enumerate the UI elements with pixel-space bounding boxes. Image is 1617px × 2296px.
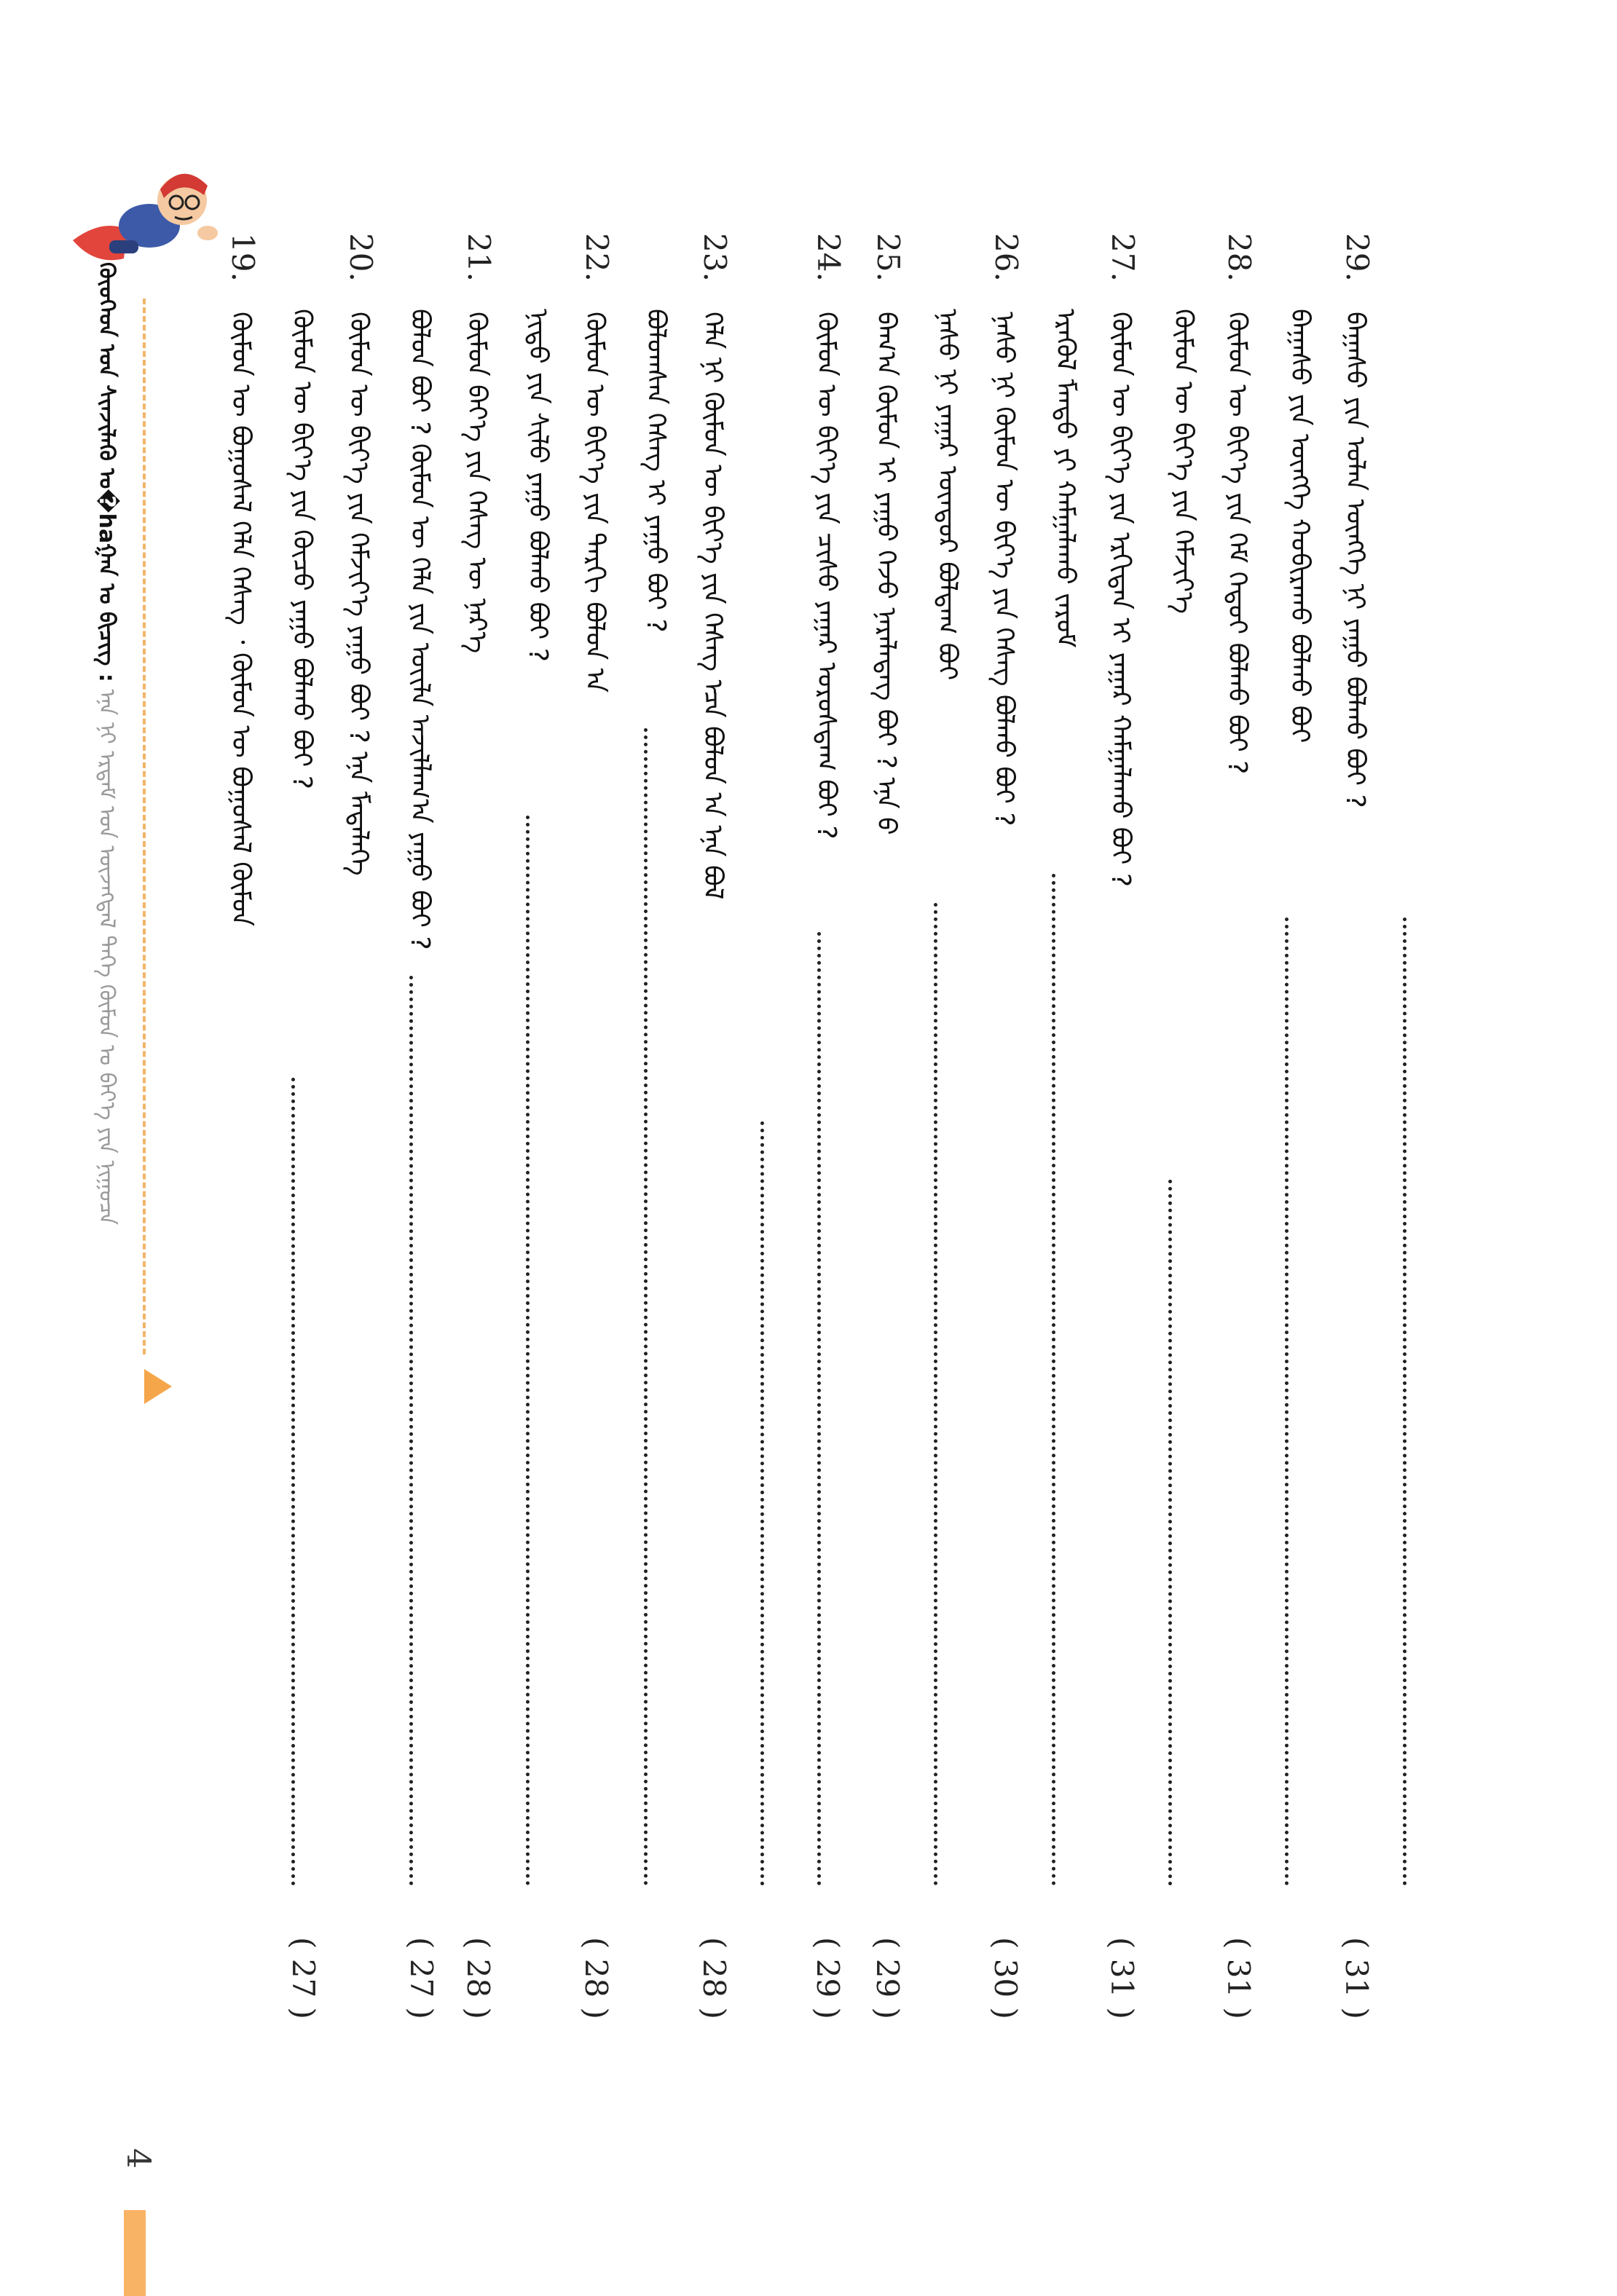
toc-entry-number: 25. (870, 233, 906, 282)
toc-entry[interactable] (578, 233, 624, 2097)
toc-entry-page: ( 31 ) (1221, 1937, 1256, 2019)
toc-entry-number: 27. (1105, 233, 1141, 282)
leader-dots (1168, 1180, 1172, 1886)
toc-entry-title: ᠬᠦᠮᠦᠨ ᠦ ᠪᠢᠶ᠎ᠡ ᠶᠢᠨ ᠬᠡᠮ ᠬᠡᠳᠦᠢ ᠪᠣᠯᠬᠤ ᠪᠤᠢ ? (1222, 311, 1252, 775)
toc-entry-title: ᠬᠦᠮᠦᠨ ᠦ ᠪᠢᠶ᠎ᠡ ᠶᠢᠨ ᠬᠡᠮᠵᠢᠶ᠎ᠡ ᠶᠠᠭᠤ ᠪᠤᠢ ? ᠡᠨᠡ ᠮᠡᠳᠡᠯᠡᠭᠡ (344, 311, 374, 876)
toc-entry-page: ( 31 ) (1104, 1937, 1140, 2019)
toc-entry-title: ᠪᠣᠯᠤᠭᠰᠠᠨ ᠬᠡᠰᠡᠭ ᠢ ᠶᠠᠭᠤ ᠪᠤᠢ ? (641, 309, 671, 633)
toc-entry-title: ᠪᠠᠭ᠎ᠠ ᠬᠦᠮᠦᠨ ᠢ ᠶᠠᠭᠤ ᠭᠡᠵᠦ ᠨᠡᠷᠡᠯᠡᠳᠡᠭ ᠪᠤᠢ ? ᠡᠨᠡ ᠪ (871, 311, 901, 835)
toc-entry-title: ᠡᠷᠡᠭᠦᠯ ᠮᠡᠨᠳᠦ ᠶᠢ ᠬᠠᠮᠭᠠᠯᠠᠬᠤ ᠵᠠᠷᠤᠮ (1050, 309, 1080, 648)
toc-entry-title: ᠬᠦᠮᠦᠨ ᠦ ᠪᠢᠶ᠎ᠡ ᠶᠢᠨ ᠲᠠᠷᠬᠢ ᠪᠣᠯᠤᠨ ᠠ (580, 311, 610, 693)
toc-entry-title: ᠪᠠᠭᠠᠰᠤ ᠶᠢᠨ ᠦᠩᠭᠡ ᠬᠤᠪᠢᠷᠠᠬᠤ ᠪᠣᠯᠬᠤ ᠪᠤᠢ (1285, 309, 1315, 743)
toc-entry-number: 21. (461, 233, 497, 282)
toc-entry-number: 19. (225, 233, 261, 282)
toc-entry[interactable] (1104, 233, 1150, 2097)
toc-entry-page: ( 28 ) (578, 1937, 614, 2019)
running-header (93, 262, 132, 1225)
toc-entry-number: 20. (343, 233, 379, 282)
leader-dots (817, 932, 821, 1886)
toc-entry-continuation[interactable] (931, 233, 977, 2097)
toc-entry[interactable] (342, 233, 388, 2097)
leader-dots (760, 1121, 764, 1886)
toc-entry[interactable] (224, 233, 270, 2097)
toc-entry-page: ( 31 ) (1339, 1937, 1374, 2019)
header-arrow-icon (144, 1369, 172, 1404)
toc-entry[interactable] (870, 233, 916, 2097)
toc-entry-page: ( 28 ) (696, 1937, 732, 2019)
page-tab-marker (124, 2210, 146, 2296)
leader-dots (1403, 918, 1406, 1886)
leader-dots (1052, 874, 1055, 1886)
toc-entry-title: ᠬᠦᠮᠦᠨ ᠪᠡᠶ᠎ᠡ ᠶᠢᠨ ᠬᠡᠰᠡᠭ ᠦ ᠨᠡᠷ᠎ᠡ (462, 311, 492, 654)
header-dashed-line (143, 299, 146, 1354)
toc-entry-continuation[interactable] (1167, 233, 1213, 2097)
toc-entry[interactable] (988, 233, 1034, 2097)
toc-entry[interactable] (1221, 233, 1267, 2097)
toc-entry-title: ᠬᠦᠮᠦᠨ ᠦ ᠪᠢᠶ᠎ᠡ ᠶᠢᠨ ᠬᠡᠮᠵᠢᠶ᠎ᠡ (1168, 309, 1198, 614)
header-subtitle: ᠡᠨᠡ ᠨᠢ ᠡᠷᠳᠡᠮ ᠤᠨ ᠦᠵᠡᠭᠳᠡᠯ ᠲᠡᠭᠡ ᠬᠦᠮᠦᠨ ᠤ ᠪᠡᠶ᠎ᠡ ᠶᠢᠨ ᠨᠢᠭᠤᠴᠠ (94, 689, 119, 1226)
toc-entry-number: 26. (988, 233, 1024, 282)
leader-dots (934, 903, 937, 1886)
toc-entry-continuation[interactable] (1283, 233, 1329, 2097)
toc-entry-number: 23. (697, 233, 733, 282)
toc-entry-page: ( 27 ) (286, 1937, 321, 2019)
toc-entry-title: ᠬᠡᠯᠡ ᠨᠢ ᠬᠦᠮᠦᠨ ᠦ ᠪᠢᠶ᠎ᠡ ᠶᠢᠨ ᠬᠡᠰᠡᠭ ᠡᠴᠡ ᠪᠣᠯᠤᠨ ᠠ ᠡᠨᠡ ᠪᠣᠯ (698, 311, 728, 900)
page-number: 4 (119, 2148, 157, 2169)
toc-entry-continuation[interactable] (1049, 233, 1095, 2097)
flying-boy-mascot-icon (58, 131, 219, 277)
toc-entry-page: ( 27 ) (404, 1937, 439, 2019)
toc-entry-title: ᠬᠦᠮᠦᠨ ᠦ ᠪᠢᠶ᠎ᠡ ᠶᠢᠨ ᠴᠢᠰᠤ ᠶᠠᠭᠠᠷ ᠤᠷᠤᠰᠳᠠᠭ ᠪᠤᠢ ? (811, 311, 841, 840)
toc-entry-title: ᠪᠣᠯᠤᠨ ᠪᠤᠢ ? ᠬᠦᠮᠦᠨ ᠦ ᠬᠡᠯᠡ ᠶᠢᠨ ᠦᠢᠯᠡ ᠠᠵᠢᠯᠯᠠᠭ᠎ᠠ ᠶᠠᠭᠤ ᠪᠤᠢ ? (405, 309, 435, 950)
leader-dots (291, 1078, 295, 1886)
toc-entry[interactable] (696, 233, 742, 2097)
toc-entry[interactable] (460, 233, 506, 2097)
toc-entry-number: 28. (1221, 233, 1257, 282)
toc-entry-number: 29. (1339, 233, 1375, 282)
toc-entry-page: ( 29 ) (810, 1937, 846, 2019)
toc-entry-number: 24. (811, 233, 846, 282)
toc-entry-title: ᠨᠢᠳᠦ ᠶᠢᠨ ᠰᠢᠯᠦ ᠶᠠᠭᠤ ᠪᠣᠯᠬᠤ ᠪᠤᠢ ? (523, 309, 553, 662)
toc-entry-title: ᠬᠦᠮᠦᠨ ᠦ ᠪᠢᠶ᠎ᠡ ᠶᠢᠨ ᠡᠷᠬᠢᠲᠡᠨ ᠢ ᠶᠠᠭᠠᠷ ᠬᠠᠮᠭᠠᠯᠠᠬᠤ ᠪᠤᠢ ? (1106, 311, 1136, 887)
toc-entry[interactable] (1339, 233, 1385, 2097)
toc-entry-title: ᠨᠠᠰᠤ ᠨᠢ ᠬᠦᠮᠦᠨ ᠦ ᠪᠢᠶ᠎ᠡ ᠶᠢᠨ ᠬᠡᠰᠡᠭ ᠪᠣᠯᠬᠤ ᠪᠤᠢ ? (989, 311, 1019, 827)
toc-entry-title: ᠪᠠᠭᠠᠰᠤ ᠶᠢᠨ ᠣᠯᠠᠨ ᠦᠩᠭᠡ ᠨᠢ ᠶᠠᠭᠤ ᠪᠣᠯᠬᠤ ᠪᠤᠢ ? (1340, 311, 1370, 808)
toc-entry-page: ( 29 ) (870, 1937, 905, 2019)
leader-dots (409, 976, 413, 1886)
leader-dots (644, 728, 648, 1886)
toc-entry-title: ᠬᠦᠮᠦᠨ ᠦ ᠪᠣᠭᠣᠰᠠᠯ ᠬᠡᠯᠡ ᠬᠡᠰᠡᠭ ᠂ ᠬᠦᠮᠦᠨ ᠦ ᠪᠣᠭᠣᠰᠠᠯ ᠬᠦᠮᠦᠨ (226, 311, 256, 926)
header-title: ᠬᠦᠦᠬᠡᠳ ᠤᠨ ᠰᠢᠨᠵᠢᠯᠡᠬᠦ ᠤ�haᠭᠠᠨ ᠤ ᠪᠢᠴᠢᠭ : (94, 262, 119, 682)
toc-entry-number: 22. (579, 233, 615, 282)
toc-entry-title: ᠬᠦᠮᠦᠨ ᠦ ᠪᠢᠶ᠎ᠡ ᠶᠢᠨ ᠬᠦᠴᠦ ᠶᠠᠭᠤ ᠪᠣᠯᠬᠤ ᠪᠤᠢ ? (287, 309, 317, 789)
toc-entry-page: ( 30 ) (988, 1937, 1023, 2019)
leader-dots (1285, 918, 1289, 1886)
toc-entry-title: ᠨᠠᠰᠤ ᠨᠢ ᠶᠠᠭᠠᠷ ᠥᠨᠳᠦᠷ ᠪᠣᠯᠳᠠᠭ ᠪᠤᠢ (932, 309, 962, 681)
toc-entry-page: ( 28 ) (460, 1937, 496, 2019)
leader-dots (526, 816, 530, 1886)
